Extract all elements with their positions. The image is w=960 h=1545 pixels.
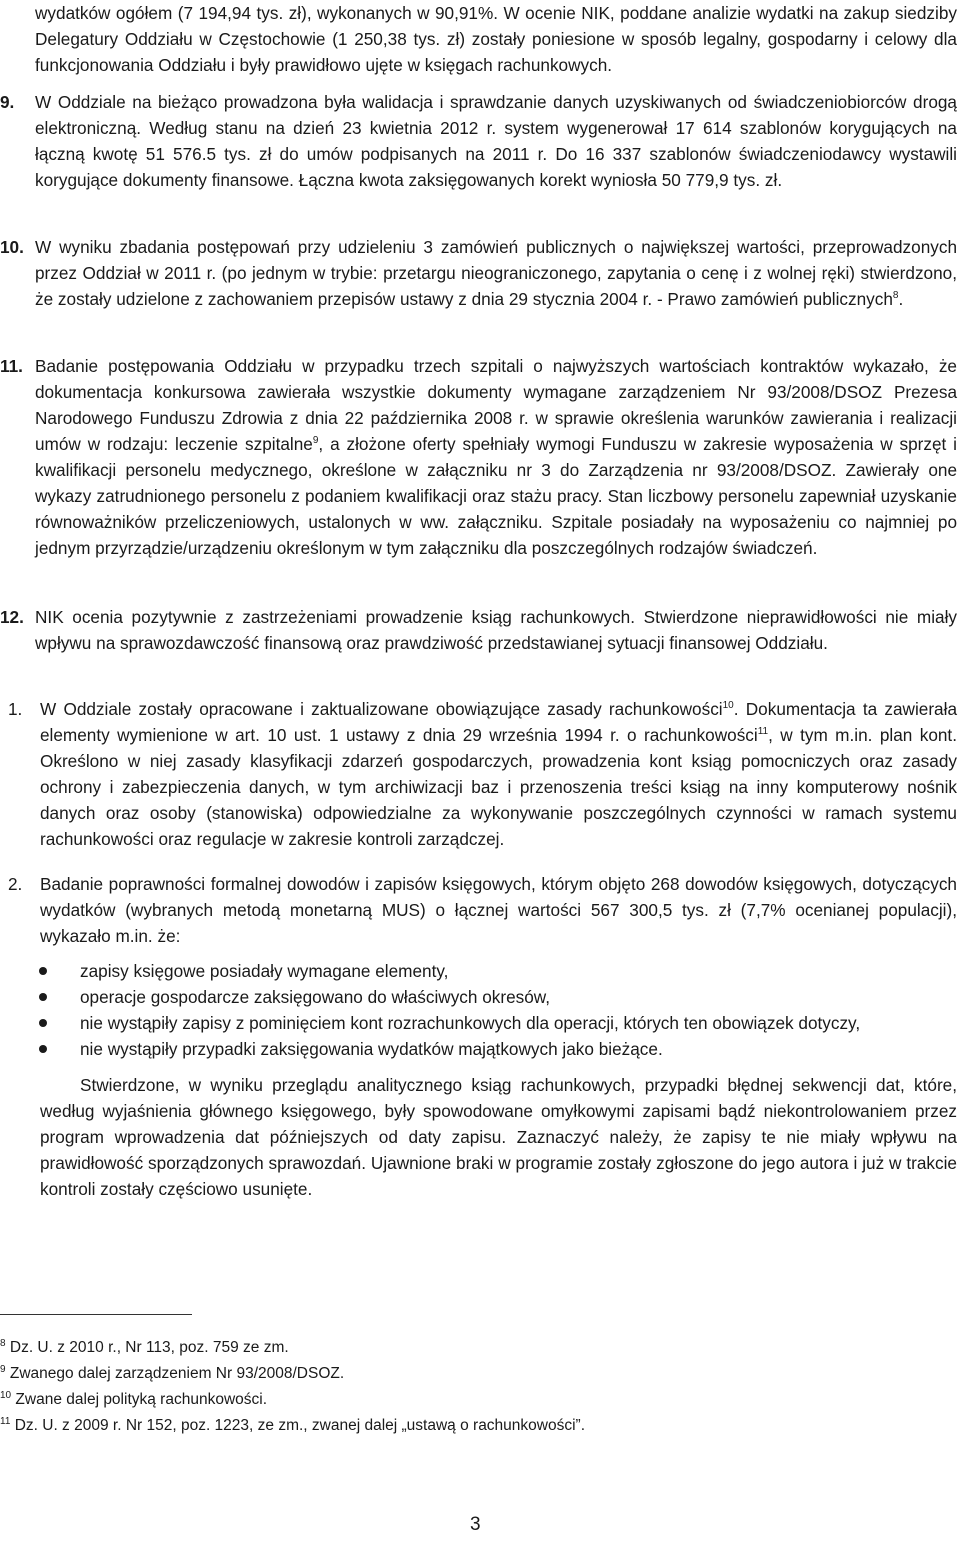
list-item xyxy=(38,958,958,984)
bullet-icon xyxy=(39,993,47,1001)
paragraph-text: Badanie poprawności formalnej dowodów i zapisów księgowych, którym objęto 268 dowodów księgowych, dotyczących wydatków (wybranych metodą monetarną MUS) o łącznej wartości 567 300,5 tys. zł (7,7% ocenianej populacji), wykazało m.in. że: xyxy=(40,874,957,946)
footnotes xyxy=(0,1335,900,1439)
paragraph-closing xyxy=(40,1072,957,1202)
footnote xyxy=(0,1335,900,1361)
bullet-icon xyxy=(39,1045,47,1053)
paragraph-text: Badanie postępowania Oddziału w przypadku trzech szpitali o najwyższych wartościach kontraktów wykazało, że dokumentacja konkursowa zawierała wszystkie dokumenty wymagane zarządzeniem Nr 93/2008/DSOZ Prezesa Narodowego Funduszu Zdrowia z dnia 22 października 2008 r. w sprawie określenia warunków zawierania i realizacji umów w rodzaju: leczenie szpitalne xyxy=(35,356,957,454)
footnote-ref: 10 xyxy=(722,700,734,711)
footnote-mark: 9 xyxy=(0,1364,6,1375)
paragraph-number: 9. xyxy=(0,92,15,112)
paragraph-text: NIK ocenia pozytywnie z zastrzeżeniami prowadzenie ksiąg rachunkowych. Stwierdzone nieprawidłowości nie miały wpływu na sprawozdawczość finansową oraz prawdziwość przedstawianej sytuacji finansowej Oddziału. xyxy=(35,607,957,653)
paragraph-number: 2. xyxy=(8,874,23,894)
paragraph-number: 1. xyxy=(8,699,23,719)
footnote xyxy=(0,1413,900,1439)
list-item-text: nie wystąpiły przypadki zaksięgowania wydatków majątkowych jako bieżące. xyxy=(80,1039,663,1059)
paragraph-text-continued: . Dokumentacja ta zawierała elementy wymienione w art. 10 ust. 1 ustawy z dnia 29 września 1994 r. o rachunkowości xyxy=(40,699,957,745)
footnote-text: Dz. U. z 2009 r. Nr 152, poz. 1223, ze zm., zwanej dalej „ustawą o rachunkowości”. xyxy=(10,1417,586,1434)
footnote xyxy=(0,1387,900,1413)
paragraph-text-continued: , a złożone oferty spełniały wymogi Funduszu w zakresie wyposażenia w sprzęt i kwalifikacji personelu medycznego, określone w załączniku nr 3 do Zarządzenia nr 93/2008/DSOZ. Zawierały one wykazy zatrudnionego personelu z podaniem kwalifikacji oraz stażu pracy. Stan liczbowy personelu zapewniał uzyskanie równoważników przeliczeniowych, ustalonych w ww. załączniku. Szpitale posiadały na wyposażeniu co najmniej po jednym przyrządzie/urządzeniu określonym w tym załączniku dla poszczególnych rodzajów świadczeń. xyxy=(35,434,958,558)
paragraph-text: W Oddziale na bieżąco prowadzona była walidacja i sprawdzanie danych uzyskiwanych od świadczeniobiorców drogą elektroniczną. Według stanu na dzień 23 kwietnia 2012 r. system wygenerował 17 614 szablonów korygujących na łączną kwotę 51 576.5 tys. zł do umów podpisanych na 2011 r. Do 16 337 szablonów świadczeniodawcy wystawili korygujące dokumenty finansowe. Łączna kwota zaksięgowanych korekt wyniosła 50 779,9 tys. zł. xyxy=(35,92,957,190)
paragraph-12 xyxy=(0,604,957,656)
bullet-list xyxy=(38,958,958,1062)
paragraph-8-continuation xyxy=(35,0,957,78)
footnote-ref: 11 xyxy=(757,726,769,737)
footnote-ref: 9 xyxy=(312,435,319,446)
paragraph-2 xyxy=(8,871,957,949)
paragraph-text: Stwierdzone, w wyniku przeglądu analitycznego ksiąg rachunkowych, przypadki błędnej sekwencji dat, które, według wyjaśnienia głównego księgowego, były spowodowane omyłkowymi zapisami bądź niekontrolowaniem przez program wprowadzenia dat późniejszych od daty zapisu. Zaznaczyć należy, że zapisy te nie miały wpływu na prawidłowość sporządzonych sprawozdań. Ujawnione braki w programie zostały zgłoszone do jego autora i już w trakcie kontroli zostały częściowo usunięte. xyxy=(40,1075,957,1199)
paragraph-text: wydatków ogółem (7 194,94 tys. zł), wykonanych w 90,91%. W ocenie NIK, poddane analizie wydatki na zakup siedziby Delegatury Oddziału w Częstochowie (1 250,38 tys. zł) zostały poniesione w sposób legalny, gospodarny i celowy dla funkcjonowania Oddziału i były prawidłowo ujęte w księgach rachunkowych. xyxy=(35,3,957,75)
list-item-text: zapisy księgowe posiadały wymagane elementy, xyxy=(80,961,449,981)
footnote-text: Zwanego dalej zarządzeniem Nr 93/2008/DSOZ. xyxy=(5,1365,345,1382)
footnote-mark: 8 xyxy=(0,1338,6,1349)
paragraph-text: W Oddziale zostały opracowane i zaktualizowane obowiązujące zasady rachunkowości xyxy=(40,699,723,719)
list-item-text: nie wystąpiły zapisy z pominięciem kont rozrachunkowych dla operacji, których ten obowiązek dotyczy, xyxy=(80,1013,861,1033)
bullet-icon xyxy=(39,1019,47,1027)
list-item xyxy=(38,984,958,1010)
footnote-text: Zwane dalej polityką rachunkowości. xyxy=(11,1391,268,1408)
footnote-mark: 10 xyxy=(0,1390,12,1401)
paragraph-number: 12. xyxy=(0,607,24,627)
list-item-text: operacje gospodarcze zaksięgowano do właściwych okresów, xyxy=(80,987,551,1007)
footnote-text: Dz. U. z 2010 r., Nr 113, poz. 759 ze zm. xyxy=(5,1339,289,1356)
paragraph-text-continued: , w tym m.in. plan kont. Określono w niej zasady klasyfikacji zdarzeń gospodarczych, prowadzenia kont ksiąg pomocniczych oraz zasady ochrony i zabezpieczenia danych, w tym archiwizacji baz i przenoszenia treści ksiąg na inny komputerowy nośnik danych oraz osoby (stanowiska) odpowiedzialne za wykonywanie poszczególnych czynności w ramach systemu rachunkowości oraz regulacje w zakresie kontroli zarządczej. xyxy=(40,725,957,849)
paragraph-11 xyxy=(0,353,958,561)
footnote xyxy=(0,1361,900,1387)
list-item xyxy=(38,1036,958,1062)
footnote-mark: 11 xyxy=(0,1416,11,1427)
paragraph-number: 11. xyxy=(0,356,23,376)
paragraph-9 xyxy=(0,89,957,193)
paragraph-1 xyxy=(8,696,957,852)
paragraph-text-end: . xyxy=(898,289,904,309)
list-item xyxy=(38,1010,958,1036)
bullet-icon xyxy=(39,967,47,975)
paragraph-text: W wyniku zbadania postępowań przy udzieleniu 3 zamówień publicznych o największej wartości, przeprowadzonych przez Oddział w 2011 r. (po jednym w trybie: przetargu nieograniczonego, zapytania o cenę i z wolnej ręki) stwierdzono, że zostały udzielone z zachowaniem przepisów ustawy z dnia 29 stycznia 2004 r. - Prawo zamówień publicznych xyxy=(35,237,957,309)
footnote-separator xyxy=(0,1314,192,1315)
footnote-ref: 8 xyxy=(892,290,899,301)
page-number: 3 xyxy=(470,1514,481,1535)
paragraph-number: 10. xyxy=(0,237,24,257)
paragraph-10 xyxy=(0,234,957,312)
